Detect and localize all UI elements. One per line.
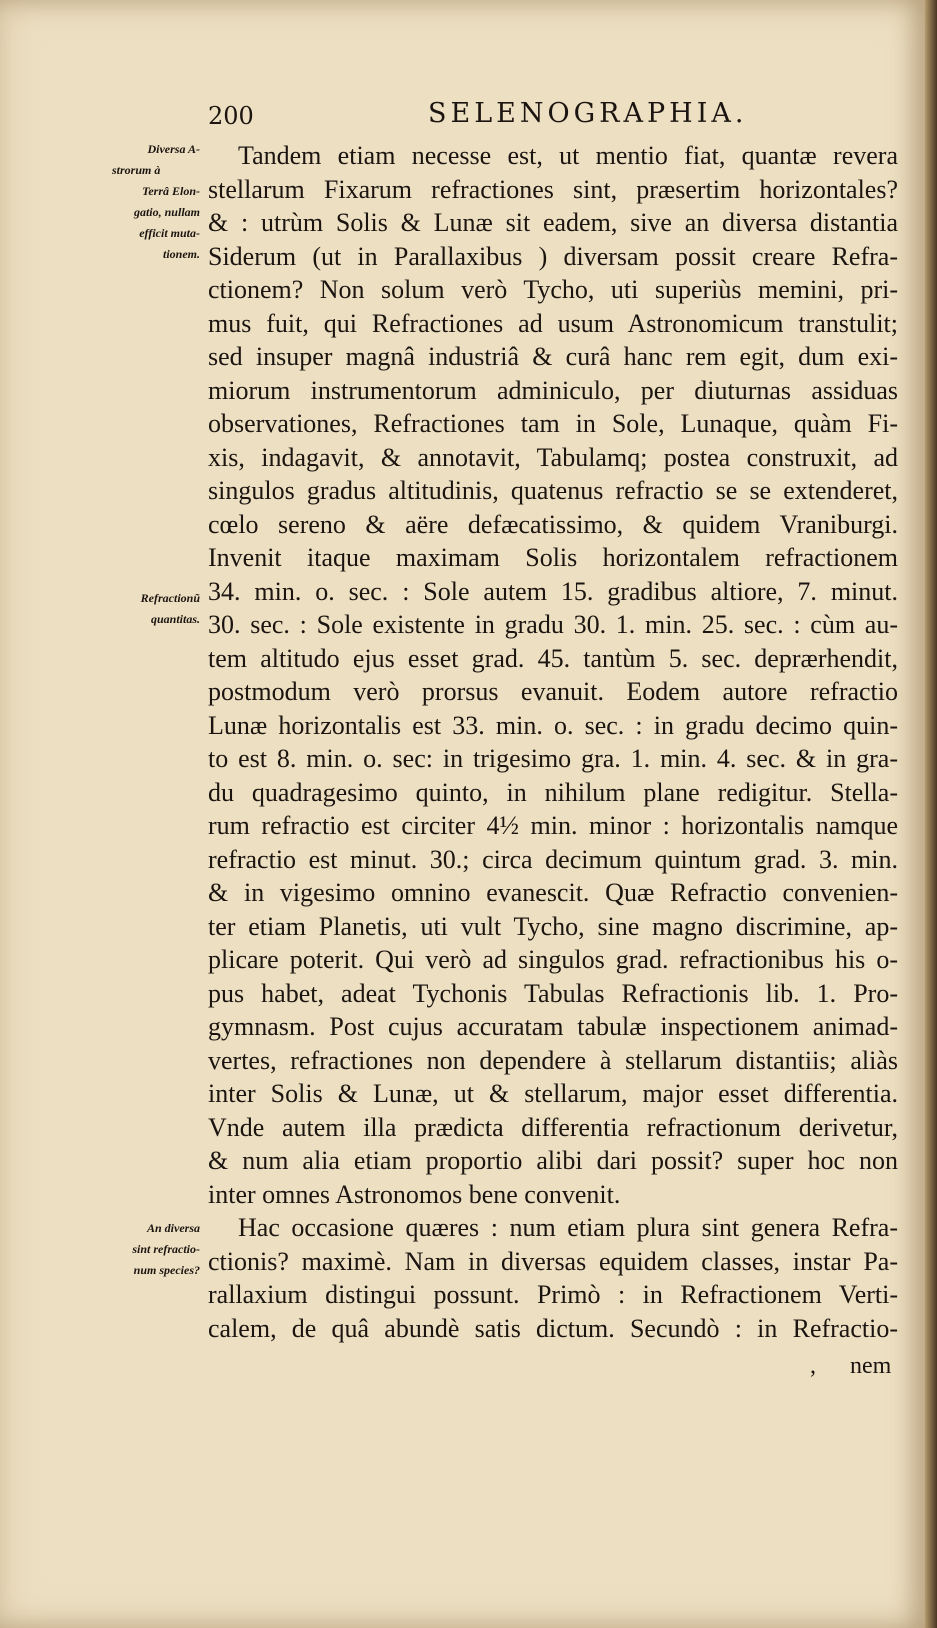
text-line: du quadragesimo quinto, in nihilum plane redigitur. Stella-: [208, 777, 898, 807]
text-line: Siderum (ut in Parallaxibus ) diversam possit creare Refra-: [208, 241, 898, 271]
text-line: mus fuit, qui Refractiones ad usum Astronomicum transtulit;: [208, 308, 898, 338]
margin-note-line: num species?: [133, 1263, 200, 1277]
text-line: 34. min. o. sec. : Sole autem 15. gradibus altiore, 7. minut.: [208, 576, 898, 606]
margin-note-line: Diversa A-: [147, 142, 200, 156]
margin-note-line: Terrâ Elon-: [142, 184, 200, 198]
margin-note-line: quantitas.: [150, 612, 200, 626]
text-line: postmodum verò prorsus evanuit. Eodem autore refractio: [208, 677, 898, 706]
text-line: Lunæ horizontalis est 33. min. o. sec. : in gradu decimo quin-: [208, 710, 898, 740]
text-line: xis, indagavit, & annotavit, Tabulamq; postea construxit, ad: [208, 442, 898, 472]
text-line: 30. sec. : Sole existente in gradu 30. 1. min. 25. sec. : cùm au-: [208, 610, 898, 639]
margin-note-line: tionem.: [162, 247, 200, 261]
text-line: stellarum Fixarum refractiones sint, præsertim horizontales?: [208, 174, 898, 204]
text-line: & : utrùm Solis & Lunæ sit eadem, sive an diversa distantia: [208, 208, 898, 237]
text-line: Invenit itaque maximam Solis horizontalem refractionem: [208, 543, 898, 572]
text-line: rallaxium distingui possunt. Primò : in Refractionem Verti-: [208, 1280, 898, 1309]
text-line: vertes, refractiones non dependere à stellarum distantiis; aliàs: [208, 1045, 898, 1075]
text-line: gymnasm. Post cujus accuratam tabulæ inspectionem animad-: [208, 1012, 898, 1041]
margin-note-line: strorum à: [112, 163, 161, 177]
text-line: calem, de quâ abundè satis dictum. Secundò : in Refractio-: [208, 1313, 898, 1343]
text-line: ctionis? maximè. Nam in diversas equidem classes, instar Pa-: [208, 1246, 898, 1276]
margin-note-line: sint refractio-: [132, 1242, 200, 1256]
main-text-block: [208, 139, 898, 1345]
text-line: ter etiam Planetis, uti vult Tycho, sine magno discrimine, ap-: [208, 911, 898, 941]
catchword: nem: [850, 1353, 892, 1379]
text-line: inter Solis & Lunæ, ut & stellarum, major esset differentia.: [208, 1079, 898, 1108]
text-line: ctionem? Non solum verò Tycho, uti superiùs memini, pri-: [208, 275, 898, 304]
running-head: SELENOGRAPHIA.: [428, 98, 748, 129]
text-line: inter omnes Astronomos bene convenit.: [208, 1179, 621, 1209]
margin-note-refraction-quantity: [112, 588, 200, 630]
text-line: Vnde autem illa prædicta differentia refractionum derivetur,: [208, 1112, 898, 1142]
text-line: singulos gradus altitudinis, quatenus refractio se se extenderet,: [208, 476, 898, 505]
text-line: rum refractio est circiter 4½ min. minor : horizontalis namque: [208, 811, 898, 840]
margin-note-line: gatio, nullam: [133, 205, 200, 219]
text-line: pus habet, adeat Tychonis Tabulas Refractionis lib. 1. Pro-: [208, 978, 898, 1008]
text-line: cœlo sereno & aëre defæcatissimo, & quidem Vraniburgi.: [208, 509, 898, 539]
page-number: 200: [208, 102, 254, 130]
text-line: observationes, Refractiones tam in Sole, Lunaque, quàm Fi-: [208, 409, 898, 438]
text-line: Tandem etiam necesse est, ut mentio fiat, quantæ revera: [238, 141, 898, 170]
text-line: plicare poterit. Qui verò ad singulos grad. refractionibus his o-: [208, 945, 898, 974]
margin-note-line: Refractionũ: [140, 591, 200, 605]
text-line: tem altitudo ejus esset grad. 45. tantùm 5. sec. deprærhendit,: [208, 643, 898, 673]
page-edge: [925, 0, 937, 1628]
page-header: [208, 96, 898, 136]
stray-mark: ,: [810, 1353, 816, 1379]
margin-note-refraction-species: [112, 1218, 200, 1281]
margin-note-line: efficit muta-: [139, 226, 200, 240]
margin-note-distance: [112, 139, 200, 265]
margin-note-line: An diversa: [146, 1221, 200, 1235]
text-line: sed insuper magnâ industriâ & curâ hanc rem egit, dum exi-: [208, 342, 898, 371]
text-line: Hac occasione quæres : num etiam plura sint genera Refra-: [238, 1213, 898, 1242]
text-line: & in vigesimo omnino evanescit. Quæ Refractio convenien-: [208, 878, 898, 907]
text-line: & num alia etiam proportio alibi dari possit? super hoc non: [208, 1146, 898, 1175]
text-line: refractio est minut. 30.; circa decimum quintum grad. 3. min.: [208, 844, 898, 874]
text-line: to est 8. min. o. sec: in trigesimo gra. 1. min. 4. sec. & in gra-: [208, 744, 898, 773]
text-line: miorum instrumentorum adminiculo, per diuturnas assiduas: [208, 375, 898, 405]
